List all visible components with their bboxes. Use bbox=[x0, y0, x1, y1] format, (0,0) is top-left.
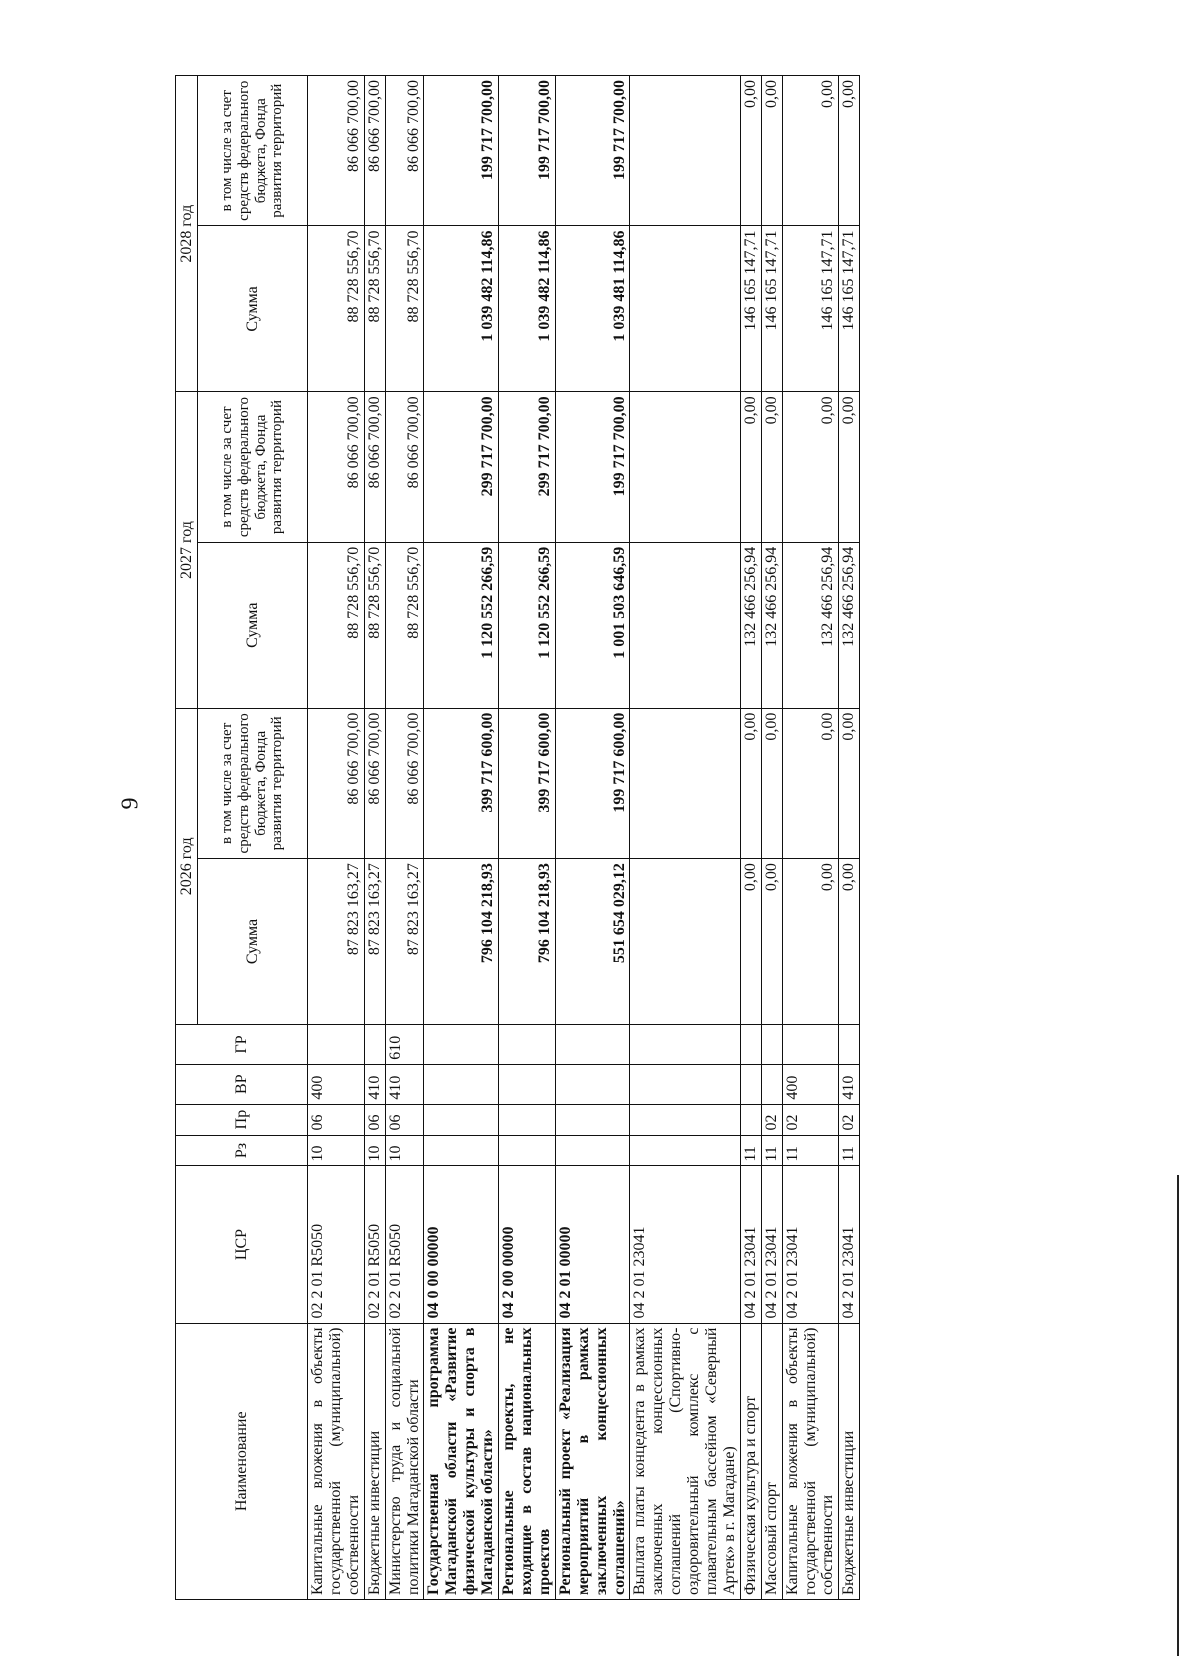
cell-vr bbox=[424, 1064, 499, 1104]
cell-f28: 199 717 700,00 bbox=[424, 76, 499, 226]
cell-s28: 1 039 482 114,86 bbox=[499, 226, 556, 392]
cell-s26: 0,00 bbox=[761, 859, 782, 1025]
cell-s27: 132 466 256,94 bbox=[839, 542, 860, 708]
cell-csr: 04 0 00 00000 bbox=[424, 1166, 499, 1323]
cell-f28: 0,00 bbox=[761, 76, 782, 226]
cell-vr: 410 bbox=[385, 1064, 424, 1104]
cell-f26 bbox=[630, 708, 740, 858]
cell-s26: 796 104 218,93 bbox=[499, 859, 556, 1025]
cell-pr: 02 bbox=[761, 1104, 782, 1135]
rotated-table-wrapper bbox=[175, 75, 1070, 1600]
cell-csr: 04 2 01 23041 bbox=[740, 1166, 761, 1323]
table-row bbox=[424, 76, 499, 1600]
cell-rz: 10 bbox=[385, 1135, 424, 1166]
cell-rz: 10 bbox=[308, 1135, 365, 1166]
cell-s26: 551 654 029,12 bbox=[555, 859, 630, 1025]
table-row bbox=[839, 76, 860, 1600]
cell-s28: 146 165 147,71 bbox=[782, 226, 839, 392]
cell-s27: 132 466 256,94 bbox=[761, 542, 782, 708]
cell-csr: 02 2 01 R5050 bbox=[308, 1166, 365, 1323]
cell-s26 bbox=[630, 859, 740, 1025]
table-row bbox=[555, 76, 630, 1600]
header-pr: Пр bbox=[176, 1104, 308, 1135]
cell-s28: 146 165 147,71 bbox=[740, 226, 761, 392]
cell-name: Физическая культура и спорт bbox=[740, 1323, 761, 1599]
cell-f26: 199 717 600,00 bbox=[555, 708, 630, 858]
cell-f28: 199 717 700,00 bbox=[555, 76, 630, 226]
header-sum-2027: Сумма bbox=[198, 542, 308, 708]
cell-s27: 88 728 556,70 bbox=[308, 542, 365, 708]
header-2027: 2027 год bbox=[176, 392, 198, 708]
header-incl-2027: в том числе за счет средств федерального бюджета, Фонда развития территорий bbox=[198, 392, 308, 542]
cell-s27: 88 728 556,70 bbox=[385, 542, 424, 708]
cell-rz: 10 bbox=[364, 1135, 385, 1166]
table-row bbox=[761, 76, 782, 1600]
cell-name: Капитальные вложения в объекты государственной (муниципальной) собственности bbox=[308, 1323, 365, 1599]
cell-name: Региональный проект «Реализация мероприятий в рамках заключенных концессионных соглашений» bbox=[555, 1323, 630, 1599]
cell-s27: 132 466 256,94 bbox=[782, 542, 839, 708]
cell-s27: 1 120 552 266,59 bbox=[424, 542, 499, 708]
cell-pr bbox=[555, 1104, 630, 1135]
cell-name: Региональные проекты, не входящие в состав национальных проектов bbox=[499, 1323, 556, 1599]
table-row bbox=[308, 76, 365, 1600]
cell-pr: 06 bbox=[364, 1104, 385, 1135]
cell-s26: 796 104 218,93 bbox=[424, 859, 499, 1025]
cell-csr: 04 2 00 00000 bbox=[499, 1166, 556, 1323]
cell-f27: 86 066 700,00 bbox=[308, 392, 365, 542]
cell-f26: 86 066 700,00 bbox=[308, 708, 365, 858]
cell-name: Бюджетные инвестиции bbox=[839, 1323, 860, 1599]
cell-f26: 0,00 bbox=[761, 708, 782, 858]
cell-pr bbox=[499, 1104, 556, 1135]
cell-f26: 86 066 700,00 bbox=[385, 708, 424, 858]
cell-rz: 11 bbox=[740, 1135, 761, 1166]
cell-s26: 87 823 163,27 bbox=[385, 859, 424, 1025]
cell-f26: 0,00 bbox=[782, 708, 839, 858]
cell-gr bbox=[839, 1024, 860, 1064]
cell-f26: 0,00 bbox=[839, 708, 860, 858]
header-incl-2026: в том числе за счет средств федерального бюджета, Фонда развития территорий bbox=[198, 708, 308, 858]
cell-csr: 04 2 01 23041 bbox=[782, 1166, 839, 1323]
cell-f28: 0,00 bbox=[782, 76, 839, 226]
cell-f27: 0,00 bbox=[761, 392, 782, 542]
cell-vr bbox=[761, 1064, 782, 1104]
cell-name: Выплата платы концедента в рамках заключенных концессионных соглашений (Спортивно-оздоровительный комплекс с плавательным бассейном «Северный Артек» в г. Магадане) bbox=[630, 1323, 740, 1599]
cell-vr: 410 bbox=[839, 1064, 860, 1104]
cell-vr: 410 bbox=[364, 1064, 385, 1104]
table-row bbox=[499, 76, 556, 1600]
cell-f28: 86 066 700,00 bbox=[385, 76, 424, 226]
cell-f26: 399 717 600,00 bbox=[424, 708, 499, 858]
cell-csr: 04 2 01 00000 bbox=[555, 1166, 630, 1323]
cell-s28: 146 165 147,71 bbox=[839, 226, 860, 392]
cell-name: Государственная программа Магаданской области «Развитие физической культуры и спорта в Магаданской области» bbox=[424, 1323, 499, 1599]
cell-f27: 0,00 bbox=[740, 392, 761, 542]
cell-gr bbox=[555, 1024, 630, 1064]
cell-gr bbox=[364, 1024, 385, 1064]
cell-f28: 86 066 700,00 bbox=[308, 76, 365, 226]
header-sum-2026: Сумма bbox=[198, 859, 308, 1025]
cell-f27: 299 717 700,00 bbox=[499, 392, 556, 542]
cell-vr bbox=[555, 1064, 630, 1104]
cell-s26: 87 823 163,27 bbox=[308, 859, 365, 1025]
cell-f27: 86 066 700,00 bbox=[364, 392, 385, 542]
cell-f27: 0,00 bbox=[839, 392, 860, 542]
cell-vr: 400 bbox=[308, 1064, 365, 1104]
edge-line bbox=[1177, 1175, 1179, 1656]
cell-vr: 400 bbox=[782, 1064, 839, 1104]
header-2026: 2026 год bbox=[176, 708, 198, 1024]
cell-pr bbox=[630, 1104, 740, 1135]
cell-s27: 1 001 503 646,59 bbox=[555, 542, 630, 708]
cell-s27 bbox=[630, 542, 740, 708]
cell-f26: 399 717 600,00 bbox=[499, 708, 556, 858]
cell-name: Бюджетные инвестиции bbox=[364, 1323, 385, 1599]
table-row bbox=[782, 76, 839, 1600]
cell-csr: 04 2 01 23041 bbox=[761, 1166, 782, 1323]
cell-rz: 11 bbox=[839, 1135, 860, 1166]
cell-pr bbox=[740, 1104, 761, 1135]
cell-name: Массовый спорт bbox=[761, 1323, 782, 1599]
cell-vr bbox=[499, 1064, 556, 1104]
cell-f26: 0,00 bbox=[740, 708, 761, 858]
table-row bbox=[630, 76, 740, 1600]
cell-s27: 88 728 556,70 bbox=[364, 542, 385, 708]
cell-s26: 0,00 bbox=[782, 859, 839, 1025]
cell-csr: 04 2 01 23041 bbox=[630, 1166, 740, 1323]
cell-f28: 199 717 700,00 bbox=[499, 76, 556, 226]
cell-name: Министерство труда и социальной политики Магаданской области bbox=[385, 1323, 424, 1599]
cell-s28 bbox=[630, 226, 740, 392]
table-row bbox=[364, 76, 385, 1600]
cell-csr: 04 2 01 23041 bbox=[839, 1166, 860, 1323]
cell-pr: 06 bbox=[385, 1104, 424, 1135]
cell-pr: 02 bbox=[839, 1104, 860, 1135]
cell-gr bbox=[424, 1024, 499, 1064]
header-vr: ВР bbox=[176, 1064, 308, 1104]
cell-f26: 86 066 700,00 bbox=[364, 708, 385, 858]
cell-pr: 02 bbox=[782, 1104, 839, 1135]
cell-f27: 199 717 700,00 bbox=[555, 392, 630, 542]
cell-s27: 132 466 256,94 bbox=[740, 542, 761, 708]
cell-pr bbox=[424, 1104, 499, 1135]
table-body bbox=[308, 76, 860, 1600]
cell-gr bbox=[308, 1024, 365, 1064]
header-incl-2028: в том числе за счет средств федерального бюджета, Фонда развития территорий bbox=[198, 76, 308, 226]
table-row bbox=[385, 76, 424, 1600]
cell-gr bbox=[499, 1024, 556, 1064]
cell-s26: 0,00 bbox=[839, 859, 860, 1025]
cell-s28: 146 165 147,71 bbox=[761, 226, 782, 392]
cell-gr bbox=[782, 1024, 839, 1064]
cell-name: Капитальные вложения в объекты государственной (муниципальной) собственности bbox=[782, 1323, 839, 1599]
header-gr: ГР bbox=[176, 1024, 308, 1064]
table-row bbox=[740, 76, 761, 1600]
header-sum-2028: Сумма bbox=[198, 226, 308, 392]
header-rz: Рз bbox=[176, 1135, 308, 1166]
page-number: 9 bbox=[117, 797, 144, 810]
cell-vr bbox=[630, 1064, 740, 1104]
header-csr: ЦСР bbox=[176, 1166, 308, 1323]
cell-rz bbox=[499, 1135, 556, 1166]
cell-rz bbox=[424, 1135, 499, 1166]
cell-gr bbox=[740, 1024, 761, 1064]
cell-rz bbox=[630, 1135, 740, 1166]
cell-f27 bbox=[630, 392, 740, 542]
cell-s26: 87 823 163,27 bbox=[364, 859, 385, 1025]
cell-f28 bbox=[630, 76, 740, 226]
cell-s28: 88 728 556,70 bbox=[308, 226, 365, 392]
cell-s28: 1 039 481 114,86 bbox=[555, 226, 630, 392]
cell-rz: 11 bbox=[761, 1135, 782, 1166]
cell-s26: 0,00 bbox=[740, 859, 761, 1025]
cell-rz bbox=[555, 1135, 630, 1166]
cell-f27: 0,00 bbox=[782, 392, 839, 542]
cell-pr: 06 bbox=[308, 1104, 365, 1135]
cell-s28: 88 728 556,70 bbox=[385, 226, 424, 392]
cell-vr bbox=[740, 1064, 761, 1104]
cell-s28: 1 039 482 114,86 bbox=[424, 226, 499, 392]
cell-csr: 02 2 01 R5050 bbox=[385, 1166, 424, 1323]
cell-s28: 88 728 556,70 bbox=[364, 226, 385, 392]
cell-f28: 0,00 bbox=[740, 76, 761, 226]
cell-s27: 1 120 552 266,59 bbox=[499, 542, 556, 708]
budget-table bbox=[175, 75, 860, 1600]
cell-f27: 299 717 700,00 bbox=[424, 392, 499, 542]
cell-gr bbox=[630, 1024, 740, 1064]
cell-gr: 610 bbox=[385, 1024, 424, 1064]
cell-gr bbox=[761, 1024, 782, 1064]
cell-f27: 86 066 700,00 bbox=[385, 392, 424, 542]
cell-rz: 11 bbox=[782, 1135, 839, 1166]
cell-f28: 0,00 bbox=[839, 76, 860, 226]
cell-f28: 86 066 700,00 bbox=[364, 76, 385, 226]
header-name: Наименование bbox=[176, 1323, 308, 1599]
header-2028: 2028 год bbox=[176, 76, 198, 392]
cell-csr: 02 2 01 R5050 bbox=[364, 1166, 385, 1323]
